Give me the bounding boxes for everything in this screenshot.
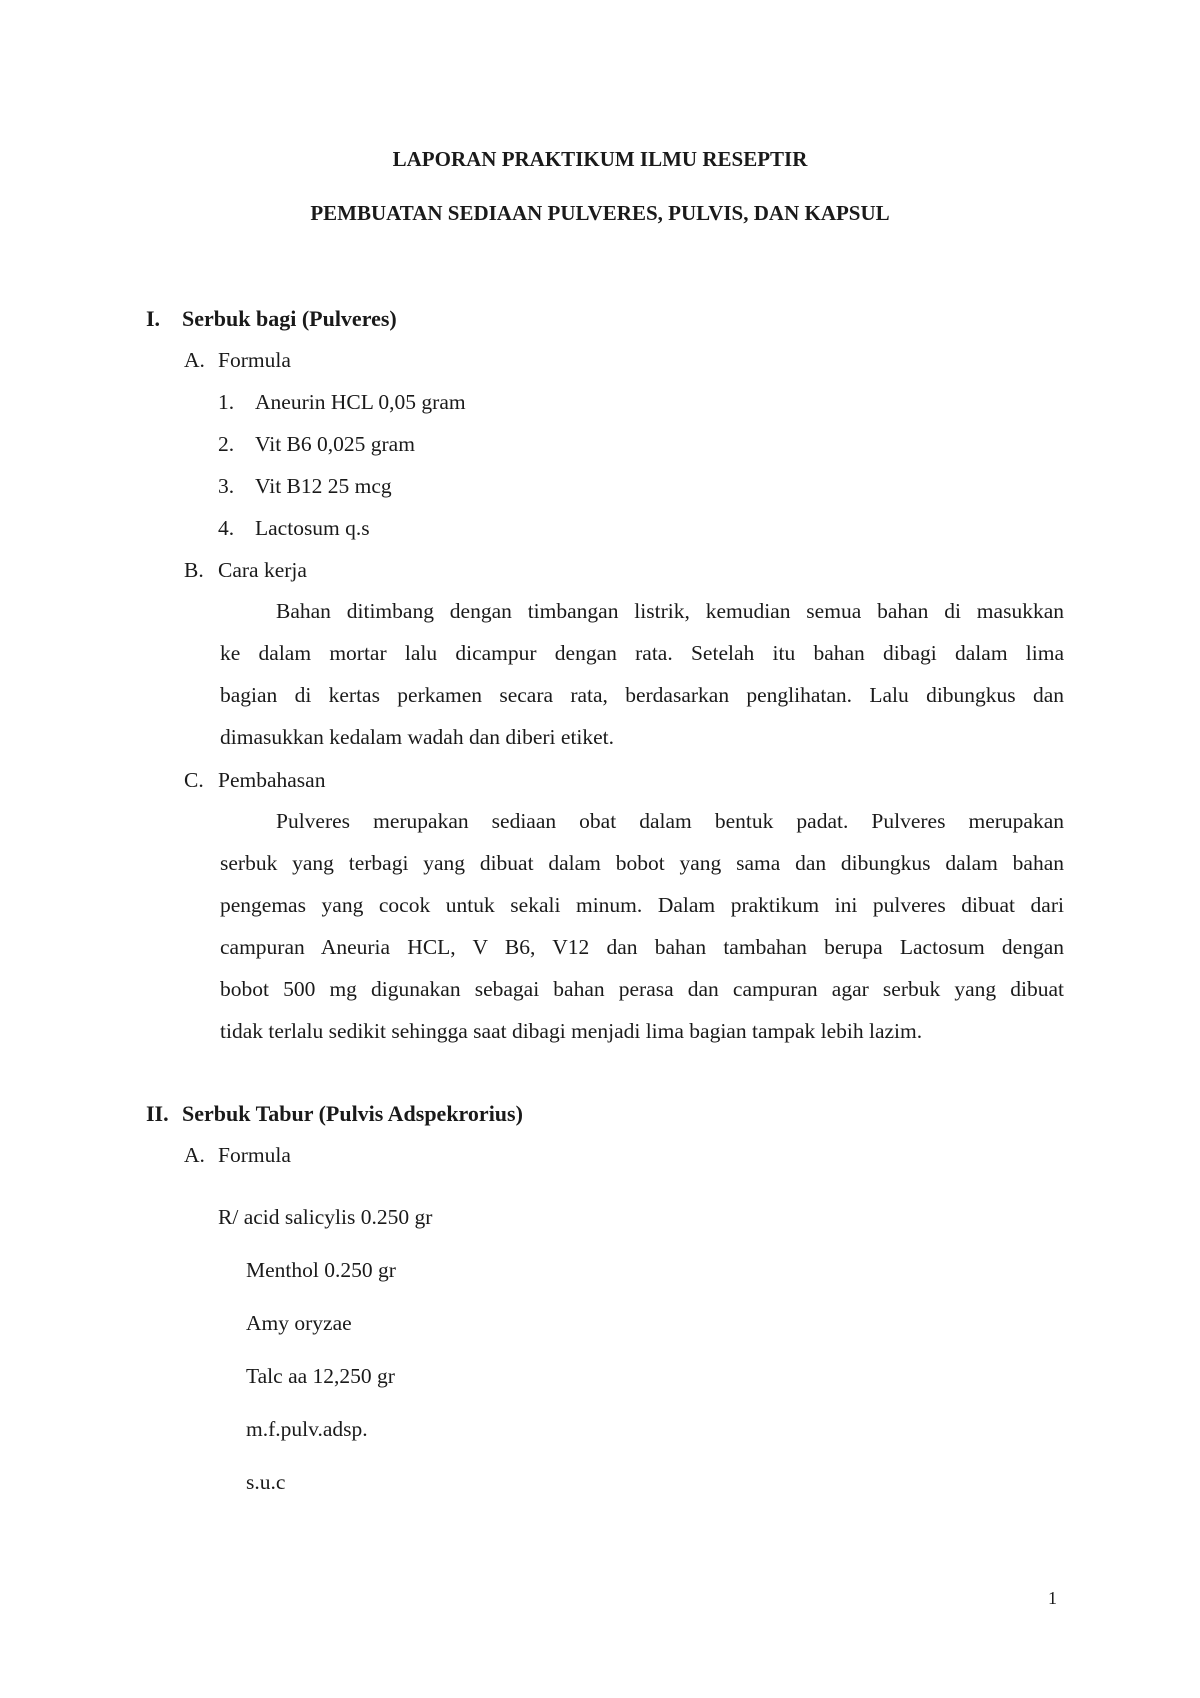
subsection-a-label: Formula [218,1143,291,1167]
formula-item: Aneurin HCL 0,05 gram [255,390,466,414]
formula-item-number: 3. [218,474,235,498]
page-number: 1 [1048,1588,1057,1608]
recipe-line: m.f.pulv.adsp. [246,1417,368,1441]
document-title: LAPORAN PRAKTIKUM ILMU RESEPTIR [392,147,808,171]
recipe-line: Talc aa 12,250 gr [246,1364,395,1388]
subsection-a-letter: A. [184,348,205,372]
subsection-b-letter: B. [184,558,204,582]
paragraph-line: bagian di kertas perkamen secara rata, berdasarkan penglihatan. Lalu dibungkus dan [220,683,1064,707]
subsection-a-letter: A. [184,1143,205,1167]
formula-item-number: 2. [218,432,235,456]
formula-item: Vit B6 0,025 gram [255,432,415,456]
paragraph-line: Bahan ditimbang dengan timbangan listrik, kemudian semua bahan di masukkan [276,599,1064,623]
recipe-line: Menthol 0.250 gr [246,1258,396,1282]
recipe-line: Amy oryzae [246,1311,352,1335]
recipe-line: R/ acid salicylis 0.250 gr [218,1205,433,1229]
section-1-heading: Serbuk bagi (Pulveres) [182,306,397,331]
section-2-numeral: II. [146,1101,169,1126]
recipe-line: s.u.c [246,1470,286,1494]
paragraph-line: Pulveres merupakan sediaan obat dalam bentuk padat. Pulveres merupakan [276,809,1064,833]
cara-kerja-paragraph [220,596,1064,764]
section-2-heading: Serbuk Tabur (Pulvis Adspekrorius) [182,1101,523,1126]
paragraph-line: dimasukkan kedalam wadah dan diberi etiket. [220,725,615,749]
paragraph-line: ke dalam mortar lalu dicampur dengan rata. Setelah itu bahan dibagi dalam lima [220,641,1064,665]
paragraph-line: campuran Aneuria HCL, V B6, V12 dan bahan tambahan berupa Lactosum dengan [220,935,1064,959]
paragraph-line: pengemas yang cocok untuk sekali minum. Dalam praktikum ini pulveres dibuat dari [220,893,1064,917]
pembahasan-paragraph [220,806,1064,1058]
paragraph-line: tidak terlalu sedikit sehingga saat dibagi menjadi lima bagian tampak lebih lazim. [220,1019,923,1043]
subsection-c-label: Pembahasan [218,768,326,792]
paragraph-line: bobot 500 mg digunakan sebagai bahan perasa dan campuran agar serbuk yang dibuat [220,977,1064,1001]
subsection-b-label: Cara kerja [218,558,307,582]
formula-item-number: 1. [218,390,235,414]
document-subtitle: PEMBUATAN SEDIAAN PULVERES, PULVIS, DAN KAPSUL [310,201,890,225]
formula-item: Vit B12 25 mcg [255,474,392,498]
formula-item-number: 4. [218,516,235,540]
subsection-a-label: Formula [218,348,291,372]
paragraph-line: serbuk yang terbagi yang dibuat dalam bobot yang sama dan dibungkus dalam bahan [220,851,1064,875]
formula-item: Lactosum q.s [255,516,370,540]
section-1-numeral: I. [146,306,161,331]
subsection-c-letter: C. [184,768,204,792]
